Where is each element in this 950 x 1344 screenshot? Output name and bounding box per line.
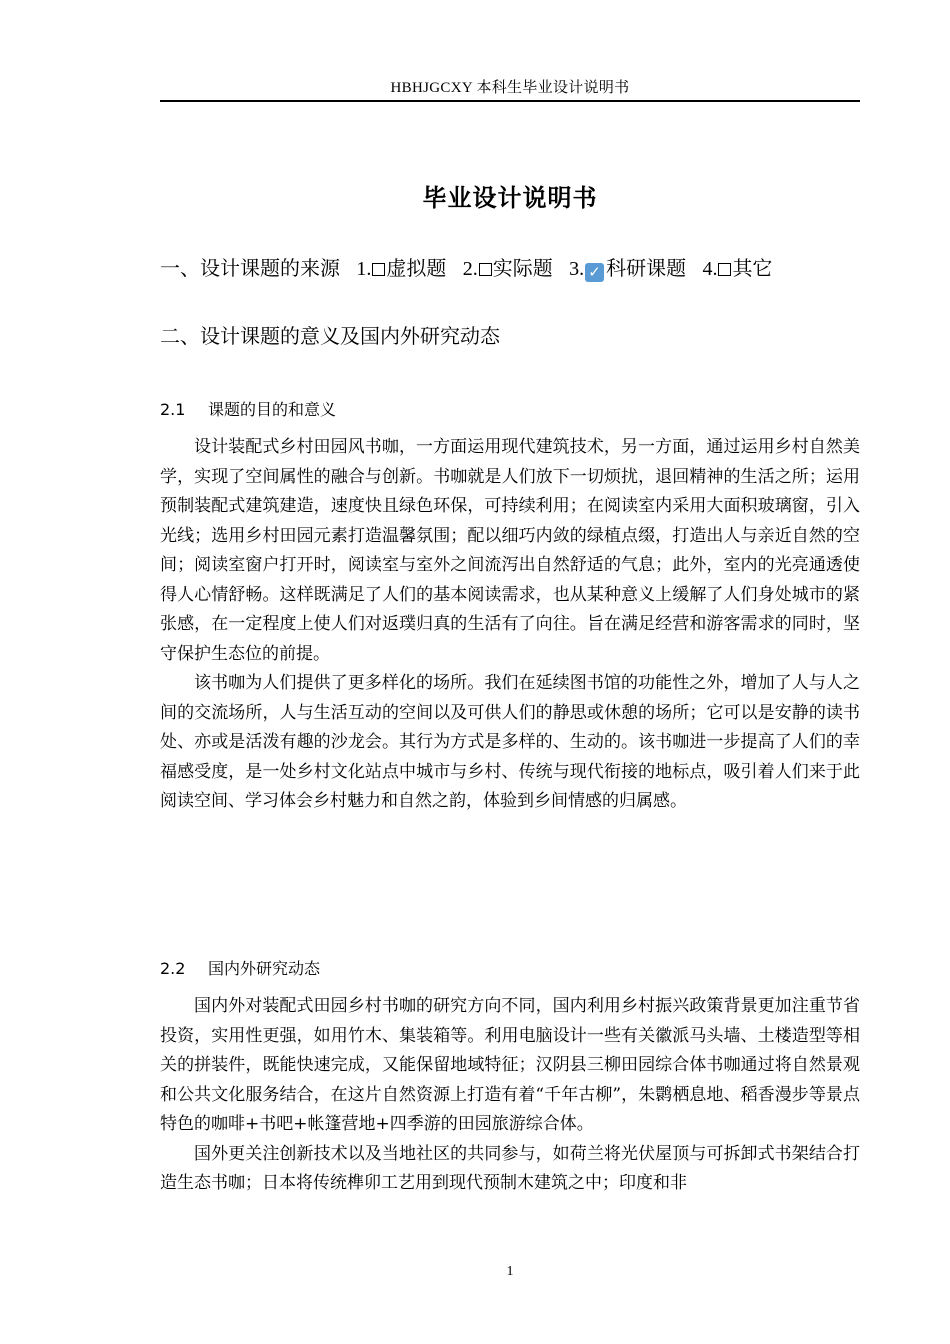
unchecked-box-icon [372, 263, 385, 276]
paragraph: 国外更关注创新技术以及当地社区的共同参与，如荷兰将光伏屋顶与可拆卸式书架结合打造生态书咖；日本将传统榫卯工艺用到现代预制木建筑之中；印度和非 [160, 1143, 860, 1193]
paragraph: 设计装配式乡村田园风书咖，一方面运用现代建筑技术，另一方面，通过运用乡村自然美学，实现了空间属性的融合与创新。书咖就是人们放下一切烦扰，退回精神的生活之所；运用预制装配式建筑建造，速度快且绿色环保，可持续利用；在阅读室内采用大面积玻璃窗，引入光线；选用乡村田园元素打造温馨氛围；配以细巧内敛的绿植点缀，打造出人与亲近自然的空间；阅读室窗户打开时，阅读室与室外之间流泻出自然舒适的气息；此外，室内的光亮通透使得人心情舒畅。这样既满足了人们的基本阅读需求，也从某种意义上缓解了人们身处城市的紧张感，在一定程度上使人们对返璞归真的生活有了向往。旨在满足经营和游客需求的同时，坚守保护生态位的前提。 [160, 437, 860, 664]
header-rule [160, 100, 860, 102]
subsection-number: 2.2 [160, 959, 186, 978]
running-header: HBHJGCXY 本科生毕业设计说明书 [390, 80, 630, 96]
paragraph: 国内外对装配式田园乡村书咖的研究方向不同，国内利用乡村振兴政策背景更加注重节省投资，实用性更强，如用竹木、集装箱等。利用电脑设计一些有关徽派马头墙、土楼造型等相关的拼装件，既能快速完成，又能保留地域特征；汉阴县三柳田园综合体书咖通过将自然景观和公共文化服务结合，在这片自然资源上打造有着“千年古柳”，朱鹮栖息地、稻香漫步等景点特色的咖啡+书吧+帐篷营地+四季游的田园旅游综合体。 [160, 996, 860, 1134]
option-label: 科研课题 [606, 256, 687, 280]
option-virtual [356, 256, 446, 280]
option-actual [463, 256, 553, 280]
section-1-heading [160, 252, 772, 282]
option-other [702, 256, 772, 280]
option-research [569, 256, 686, 280]
subsection-title: 课题的目的和意义 [208, 400, 337, 419]
paragraph: 该书咖为人们提供了更多样化的场所。我们在延续图书馆的功能性之外，增加了人与人之间的交流场所，人与生活互动的空间以及可供人们的静思或休憩的场所；它可以是安静的读书处、亦或是活泼有趣的沙龙会。其行为方式是多样的、生动的。该书咖进一步提高了人们的幸福感受度，是一处乡村文化站点中城市与乡村、传统与现代衔接的地标点，吸引着人们来于此阅读空间、学习体会乡村魅力和自然之韵，体验到乡间情感的归属感。 [160, 673, 860, 811]
subsection-2-2-heading [160, 956, 320, 979]
option-label: 虚拟题 [386, 256, 447, 280]
section-1-title: 一、设计课题的来源 [160, 256, 340, 280]
subsection-title: 国内外研究动态 [208, 959, 321, 978]
subsection-2-1-body [160, 433, 860, 817]
subsection-2-2-body [160, 992, 860, 1199]
option-number: 1. [356, 258, 372, 280]
subsection-number: 2.1 [160, 400, 186, 419]
option-label: 其它 [732, 256, 773, 280]
option-number: 4. [702, 258, 718, 280]
option-label: 实际题 [492, 256, 553, 280]
page-number: 1 [506, 1264, 514, 1279]
option-number: 2. [462, 258, 478, 280]
option-number: 3. [569, 258, 585, 280]
checked-box-icon: ✓ [585, 263, 604, 282]
unchecked-box-icon [479, 263, 492, 276]
section-2-heading: 二、设计课题的意义及国内外研究动态 [160, 324, 500, 348]
unchecked-box-icon [718, 263, 731, 276]
document-title: 毕业设计说明书 [422, 184, 598, 212]
subsection-2-1-heading [160, 397, 336, 420]
